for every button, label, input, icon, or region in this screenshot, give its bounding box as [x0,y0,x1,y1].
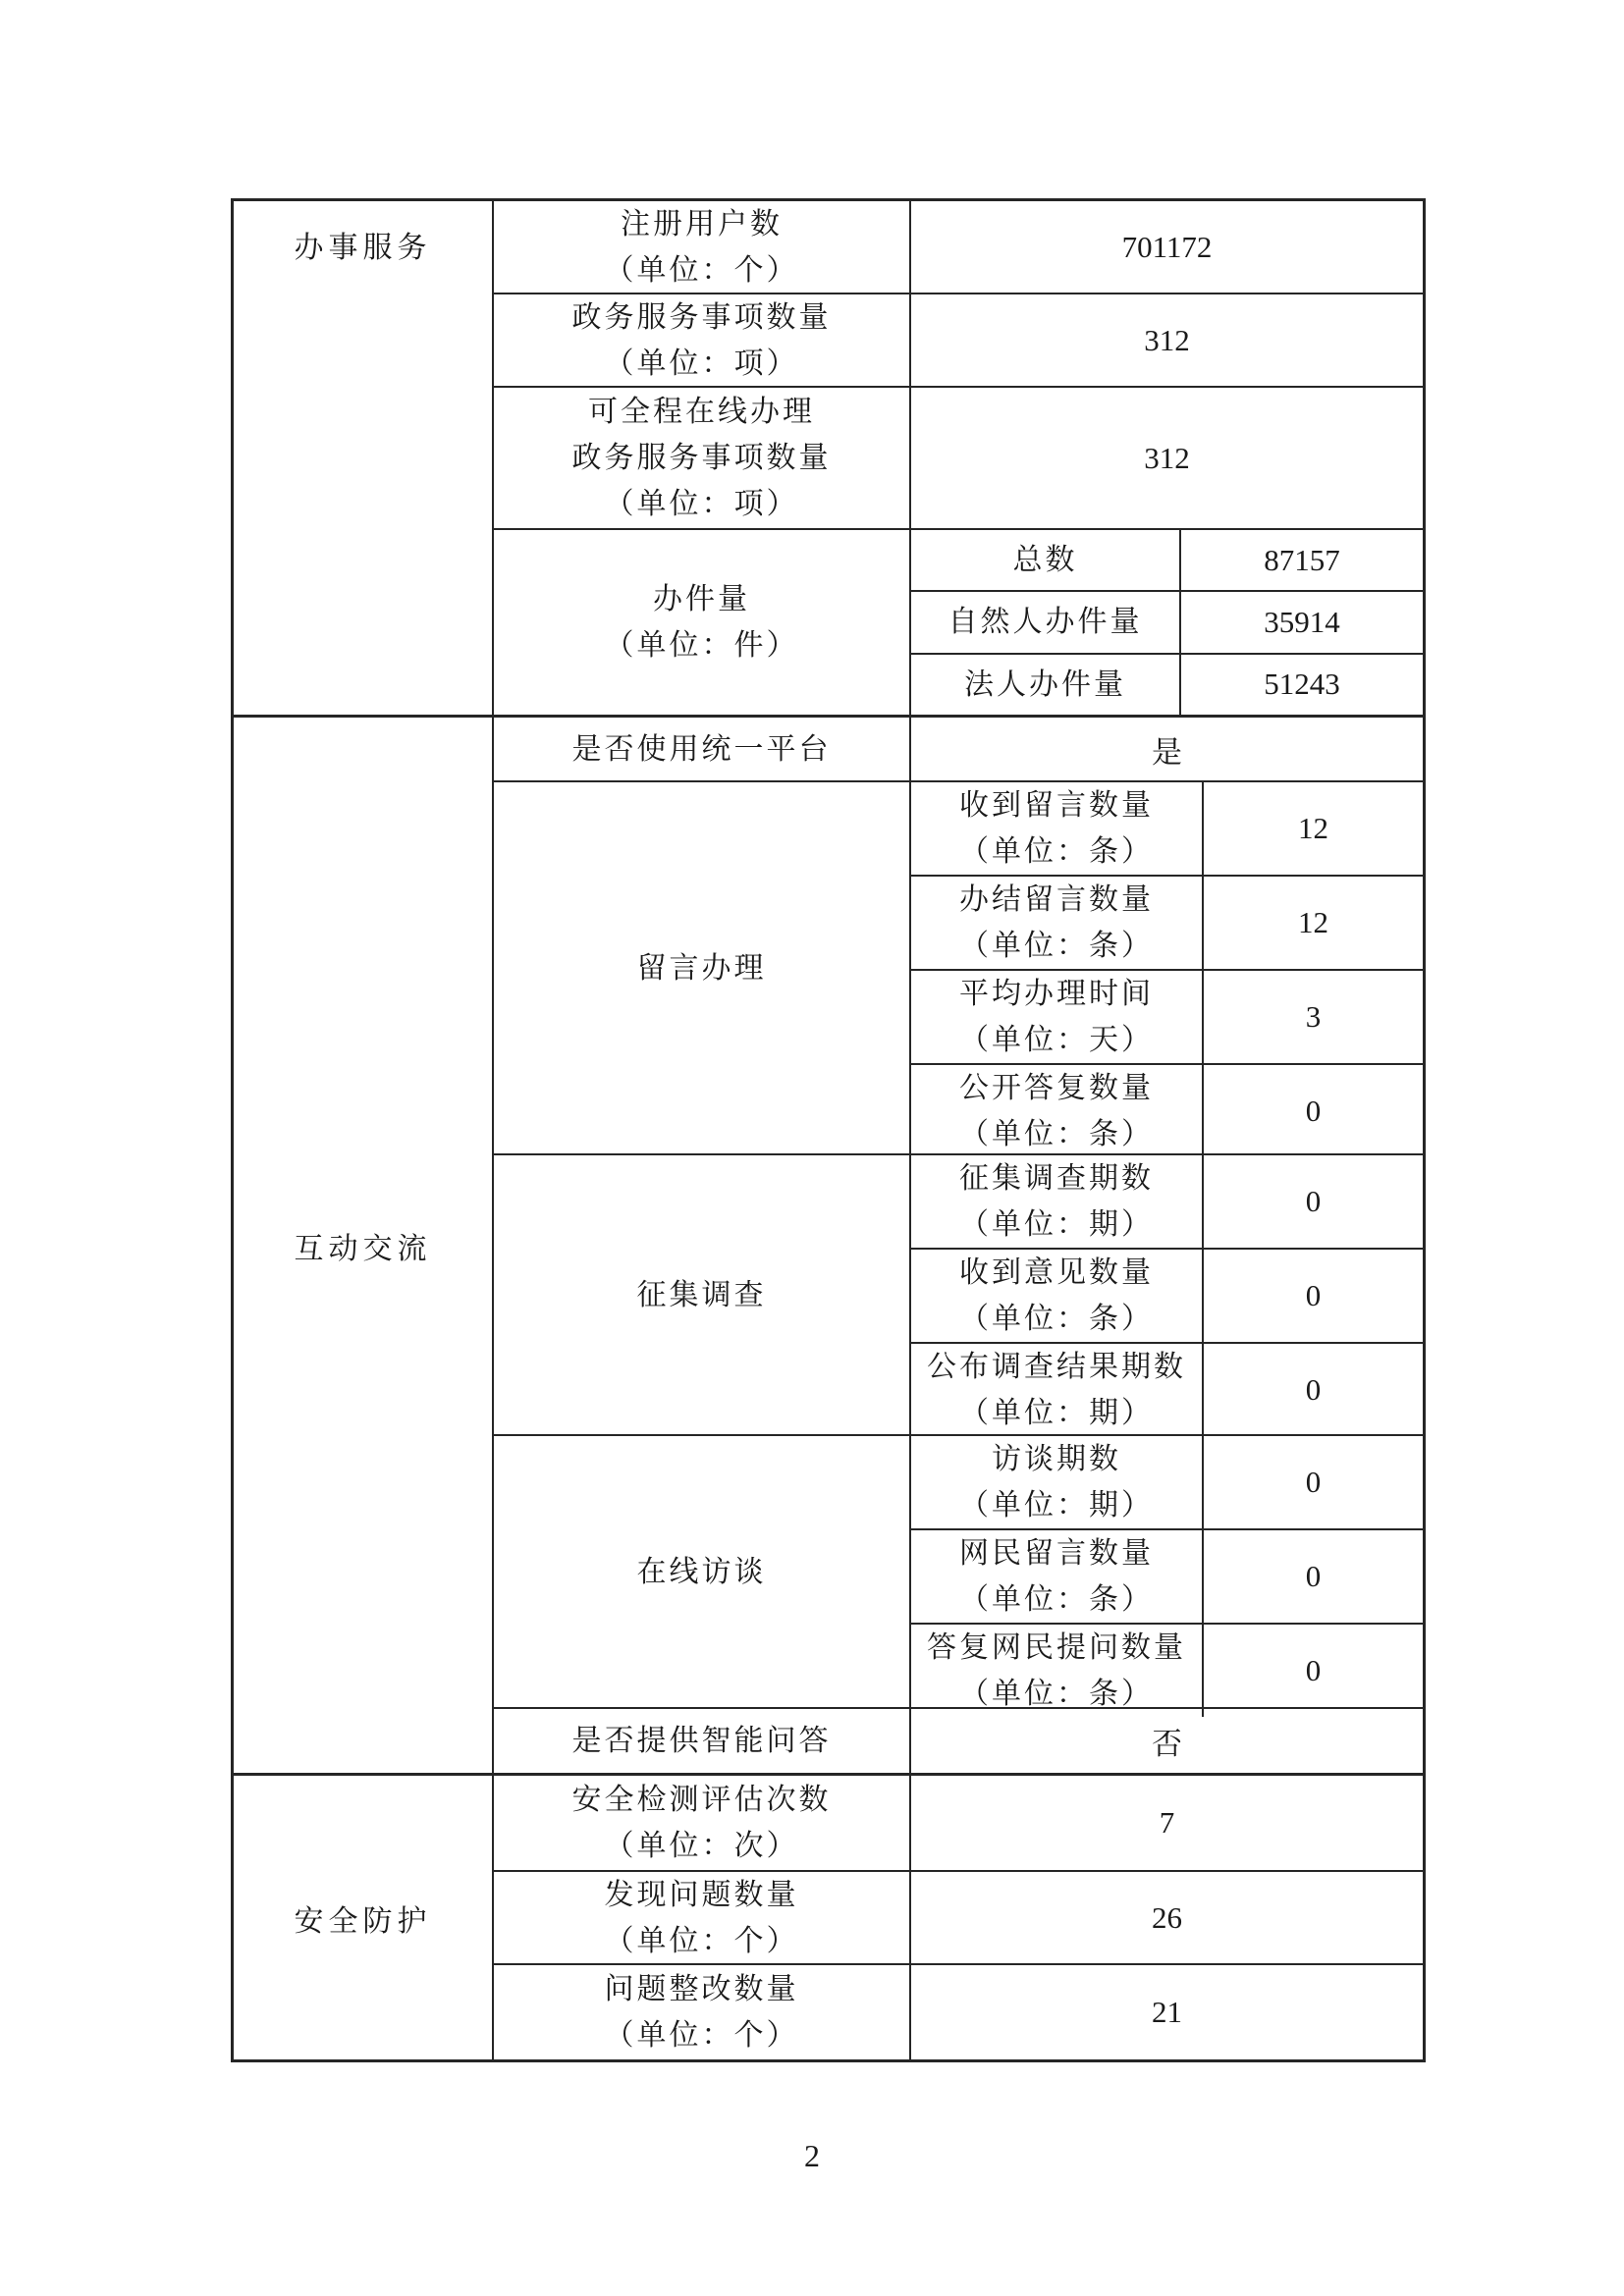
section-label-cell [234,1776,494,2059]
sub-value: 87157 [1264,542,1340,577]
row-label-line2: 政务服务事项数量 [571,442,832,474]
sub-label-cell [911,1155,1204,1248]
sub-label-cell [911,530,1181,590]
sub-value: 0 [1305,1372,1322,1407]
sub-label: 收到留言数量 [959,789,1154,822]
sub-unit: （单位：条） [959,1678,1154,1710]
sub-row [911,1248,1423,1342]
sub-value: 0 [1305,1094,1322,1128]
sub-row [911,1063,1423,1157]
table-row [494,1776,1423,1870]
sub-row [911,1436,1423,1528]
sub-row [911,969,1423,1063]
row-value: 7 [1159,1805,1175,1840]
sub-label: 公开答复数量 [959,1072,1154,1104]
sub-row [911,1342,1423,1436]
row-label: 是否提供智能问答 [571,1725,832,1757]
sub-label: 答复网民提问数量 [927,1631,1186,1664]
sub-label: 收到意见数量 [959,1256,1154,1289]
row-unit: （单位：个） [604,2019,799,2052]
sub-row [911,875,1423,969]
sub-label-cell [911,1436,1204,1528]
sub-row [911,1623,1423,1717]
row-label: 办件量 [653,583,750,615]
sub-row [911,653,1423,715]
row-label: 征集调查 [636,1278,767,1311]
sub-unit: （单位：条） [959,1118,1154,1150]
sub-label-cell [911,1065,1204,1157]
row-unit: （单位：次） [604,1830,799,1862]
sub-label-cell [911,1344,1204,1436]
table-row [494,386,1423,528]
sub-label-cell [911,1530,1204,1623]
row-label-cell [494,1155,911,1434]
sub-value: 0 [1305,1653,1322,1687]
sub-label-cell [911,971,1204,1063]
row-value: 312 [1144,322,1190,357]
sub-label: 自然人办件量 [947,606,1143,639]
sub-label: 平均办理时间 [959,978,1154,1010]
sub-value: 35914 [1264,604,1340,639]
sub-value: 3 [1305,999,1322,1034]
sub-row [911,530,1423,590]
table-row-group [494,780,1423,1153]
sub-unit: （单位：条） [959,835,1154,868]
sub-value: 0 [1305,1465,1322,1499]
sub-row [911,1155,1423,1248]
row-value: 701172 [1121,229,1213,264]
table-row [494,1707,1423,1773]
row-unit: （单位：个） [604,253,799,287]
sub-value: 12 [1298,811,1328,845]
row-label: 是否使用统一平台 [571,732,832,766]
section-body [494,201,1423,715]
sub-unit: （单位：期） [959,1489,1154,1522]
sub-value: 12 [1298,905,1328,939]
sub-value: 0 [1305,1278,1322,1312]
row-label: 发现问题数量 [604,1878,799,1911]
sub-label: 访谈期数 [992,1443,1121,1475]
sub-row [911,1528,1423,1623]
sub-value: 0 [1305,1184,1322,1218]
row-label-cell [494,1776,911,1870]
sub-label-cell [911,1250,1204,1342]
row-label: 安全检测评估次数 [571,1784,832,1816]
section-label: 互动交流 [294,1232,432,1265]
row-value: 21 [1152,1995,1182,2029]
sub-label-cell [911,592,1181,652]
row-value: 26 [1152,1899,1182,1935]
row-value: 否 [1152,1727,1182,1761]
row-label-cell [494,388,911,528]
section-service [234,201,1423,715]
sub-label: 办结留言数量 [959,883,1154,916]
row-unit: （单位：项） [604,488,799,520]
sub-label: 网民留言数量 [959,1537,1154,1570]
row-label-cell [494,1709,911,1773]
row-label: 留言办理 [636,951,767,985]
table-row-group [494,1434,1423,1710]
row-label-cell [494,782,911,1153]
section-label-cell [234,718,494,1773]
section-security [234,1773,1423,2059]
row-unit: （单位：项） [604,347,799,380]
sub-row [911,590,1423,652]
sub-label-cell [911,877,1204,969]
sub-rows [911,530,1423,715]
page-number: 2 [804,2138,820,2173]
row-value: 312 [1144,440,1190,475]
sub-label: 公布调查结果期数 [927,1351,1186,1383]
section-label-cell [234,201,494,715]
sub-unit: （单位：期） [959,1397,1154,1429]
table-row-group [494,528,1423,715]
row-value: 是 [1152,734,1182,770]
section-body [494,718,1423,1773]
sub-rows [911,1436,1423,1710]
section-label: 安全防护 [294,1904,432,1938]
sub-label: 征集调查期数 [959,1162,1154,1195]
sub-label: 总数 [1012,544,1078,577]
sub-unit: （单位：期） [959,1208,1154,1241]
section-body [494,1776,1423,2059]
sub-label: 法人办件量 [964,667,1126,701]
row-label: 注册用户数 [621,207,783,240]
row-unit: （单位：件） [604,629,799,662]
table-row [494,718,1423,780]
sub-value: 0 [1305,1559,1322,1593]
row-label-cell [494,530,911,715]
row-label: 政务服务事项数量 [571,300,832,334]
table-row [494,201,1423,293]
row-label-cell [494,1436,911,1707]
table-row [494,1870,1423,1963]
sub-rows [911,1155,1423,1434]
row-label: 在线访谈 [636,1555,767,1588]
row-label-cell [494,294,911,386]
row-label: 问题整改数量 [604,1973,799,2005]
sub-value: 51243 [1264,667,1340,702]
sub-unit: （单位：条） [959,1583,1154,1616]
section-label: 办事服务 [294,232,432,264]
row-label-cell [494,1965,911,2059]
row-label-cell [494,201,911,293]
row-label-cell [494,718,911,780]
statistics-table [231,198,1426,2062]
sub-unit: （单位：条） [959,1303,1154,1335]
sub-unit: （单位：条） [959,930,1154,962]
sub-rows [911,782,1423,1153]
table-row [494,293,1423,386]
section-interaction [234,715,1423,1773]
table-row-group [494,1153,1423,1434]
row-label: 可全程在线办理 [588,396,815,428]
sub-unit: （单位：天） [959,1024,1154,1056]
sub-label-cell [911,655,1181,715]
row-label-cell [494,1872,911,1963]
sub-label-cell [911,1625,1204,1717]
sub-row [911,782,1423,875]
sub-label-cell [911,782,1204,875]
table-row [494,1963,1423,2059]
row-unit: （单位：个） [604,1924,799,1957]
